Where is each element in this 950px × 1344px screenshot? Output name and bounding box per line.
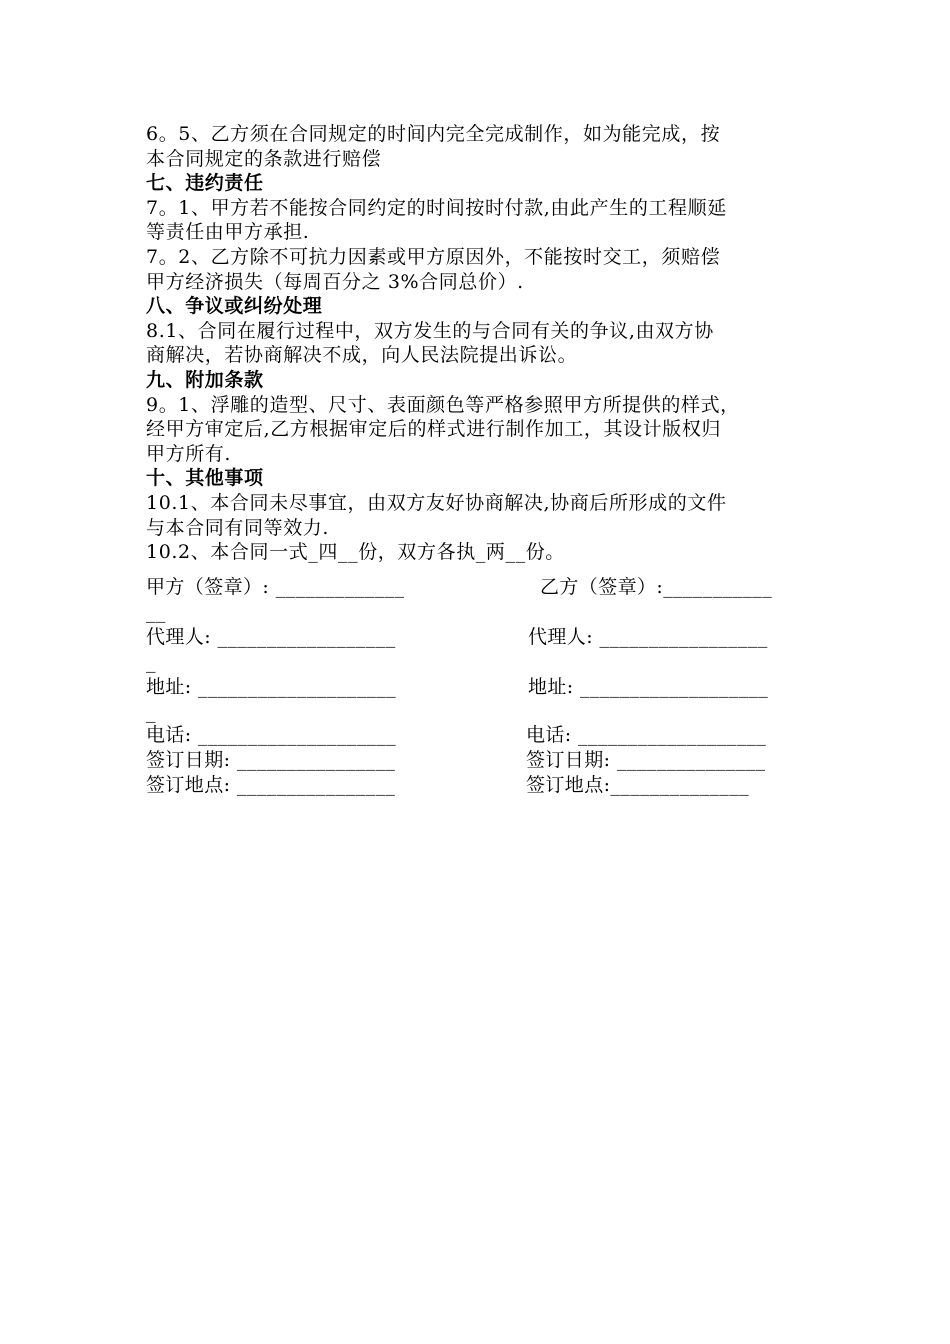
section-heading-dispute: 八、争议或纠纷处理	[146, 295, 323, 318]
clause-line: 10.2、本合同一式_四__份，双方各执_两__份。	[146, 541, 565, 564]
clause-line: 7。2、乙方除不可抗力因素或甲方原因外，不能按时交工，须赔偿	[146, 245, 721, 268]
clause-line: 经甲方审定后,乙方根据审定后的样式进行制作加工，其设计版权归	[146, 418, 722, 441]
party-b-sign-place-field: 签订地点:______________	[526, 774, 750, 796]
clause-line: 本合同规定的条款进行赔偿	[146, 147, 382, 170]
party-b-address-field: 地址: ___________________	[528, 676, 769, 698]
section-heading-breach: 七、违约责任	[146, 172, 264, 195]
clause-line: 6。5、乙方须在合同规定的时间内完全完成制作，如为能完成，按	[146, 123, 721, 145]
section-heading-other: 十、其他事项	[146, 467, 264, 490]
clause-line: 与本合同有同等效力.	[146, 516, 330, 539]
clause-line: 甲方经济损失（每周百分之 3%合同总价）.	[146, 270, 524, 293]
clause-line: 8.1、合同在履行过程中，双方发生的与合同有关的争议,由双方协	[146, 319, 714, 342]
clause-line: 甲方所有.	[146, 442, 232, 465]
party-b-phone-field: 电话: ___________________	[526, 724, 767, 746]
section-heading-additional: 九、附加条款	[146, 368, 264, 391]
party-a-seal-field: 甲方（签章）: _____________	[146, 576, 405, 598]
address-wrap: _	[146, 701, 156, 723]
party-b-agent-field: 代理人: _________________	[528, 626, 768, 648]
party-b-sign-date-field: 签订日期: _______________	[526, 749, 766, 771]
party-a-sign-place-field: 签订地点: ________________	[146, 774, 396, 796]
clause-line: 商解决，若协商解决不成，向人民法院提出诉讼。	[146, 344, 578, 367]
clause-line: 等责任由甲方承担.	[146, 221, 310, 244]
clause-line: 10.1、本合同未尽事宜，由双方友好协商解决,协商后所形成的文件	[146, 491, 727, 514]
party-b-seal-field: 乙方（签章）:___________	[540, 576, 773, 598]
party-a-agent-field: 代理人: __________________	[146, 626, 396, 648]
party-a-sign-date-field: 签订日期: ________________	[146, 749, 396, 771]
party-b-seal-wrap: __	[146, 601, 166, 623]
agent-wrap: _	[146, 651, 156, 673]
clause-line: 7。1、甲方若不能按合同约定的时间按时付款,由此产生的工程顺延	[146, 196, 727, 219]
clause-line: 9。1、浮雕的造型、尺寸、表面颜色等严格参照甲方所提供的样式，	[146, 393, 740, 416]
party-a-phone-field: 电话: ____________________	[146, 724, 397, 746]
party-a-address-field: 地址: ____________________	[146, 676, 397, 698]
contract-clauses	[146, 122, 810, 565]
